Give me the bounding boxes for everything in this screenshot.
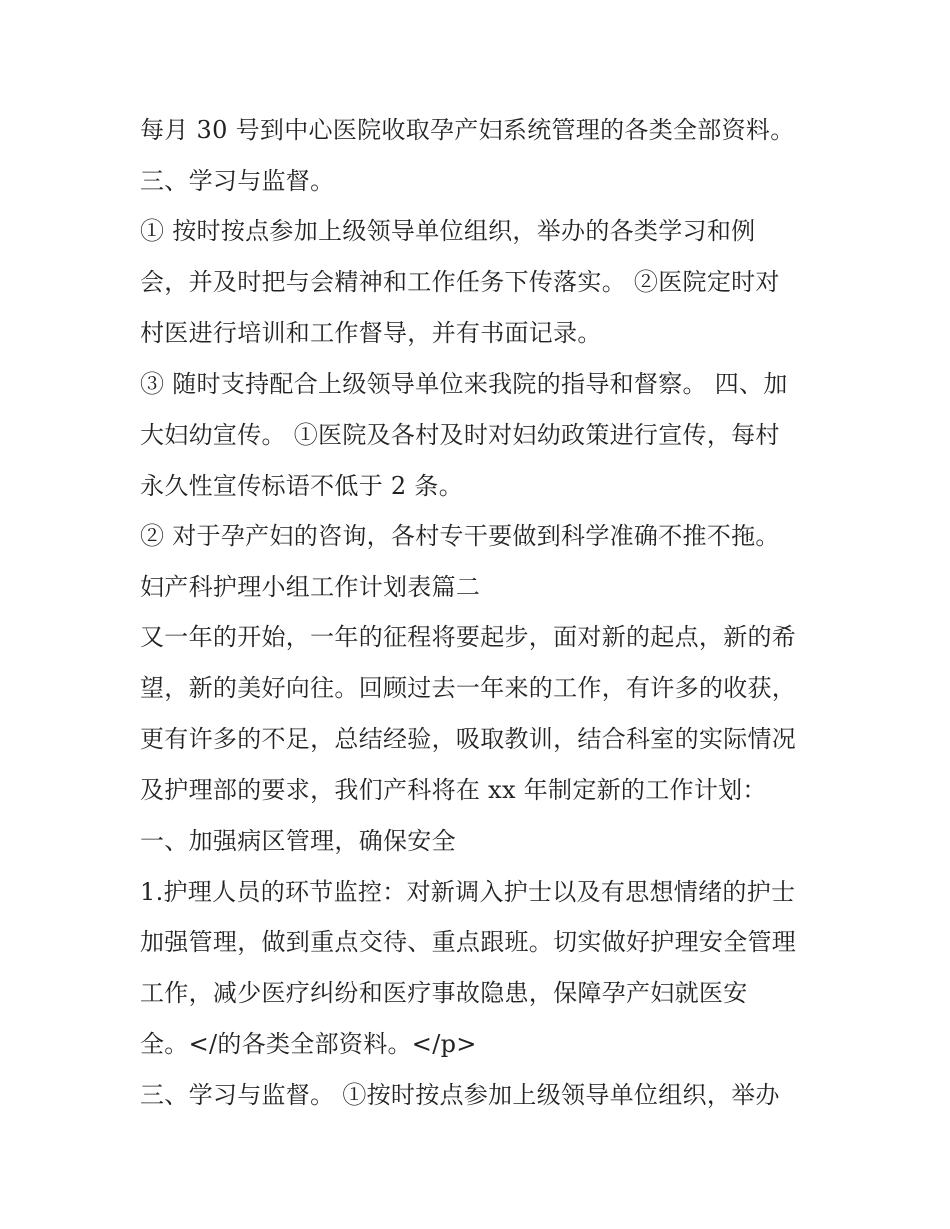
text-line: 永久性宣传标语不低于 2 条。: [140, 472, 464, 500]
text-line: 加强管理，做到重点交待、重点跟班。切实做好护理安全管理: [140, 928, 797, 956]
text-line: 及护理部的要求，我们产科将在 xx 年制定新的工作计划：: [140, 776, 767, 804]
text-line: 三、学习与监督。 ①按时按点参加上级领导单位组织，举办: [140, 1081, 780, 1109]
section-heading: 三、学习与监督。: [140, 167, 335, 195]
article-title: 妇产科护理小组工作计划表篇二: [140, 573, 481, 601]
text-line: 又一年的开始，一年的征程将要起步，面对新的起点，新的希: [140, 623, 797, 651]
text-line: 1.护理人员的环节监控：对新调入护士以及有思想情绪的护士: [140, 878, 796, 906]
text-line: 大妇幼宣传。 ①医院及各村及时对妇幼政策进行宣传，每村: [140, 421, 780, 449]
text-line: 会，并及时把与会精神和工作任务下传落实。 ②医院定时对: [140, 268, 780, 296]
text-line: 每月 30 号到中心医院收取孕产妇系统管理的各类全部资料。: [140, 116, 795, 144]
text-line: ③ 随时支持配合上级领导单位来我院的指导和督察。 四、加: [140, 370, 788, 398]
text-line: 更有许多的不足，总结经验，吸取教训，结合科室的实际情况: [140, 725, 797, 753]
text-line: ② 对于孕产妇的咨询，各村专干要做到科学准确不推不拖。: [140, 522, 780, 550]
text-line: 全。</的各类全部资料。</p>: [140, 1030, 477, 1058]
text-line: 工作，减少医疗纠纷和医疗事故隐患，保障孕产妇就医安: [140, 979, 748, 1007]
section-heading: 一、加强病区管理，确保安全: [140, 827, 456, 855]
text-line: 望，新的美好向往。回顾过去一年来的工作，有许多的收获，: [140, 674, 797, 702]
text-line: 村医进行培训和工作督导，并有书面记录。: [140, 319, 602, 347]
text-line: ① 按时按点参加上级领导单位组织，举办的各类学习和例: [140, 217, 756, 245]
